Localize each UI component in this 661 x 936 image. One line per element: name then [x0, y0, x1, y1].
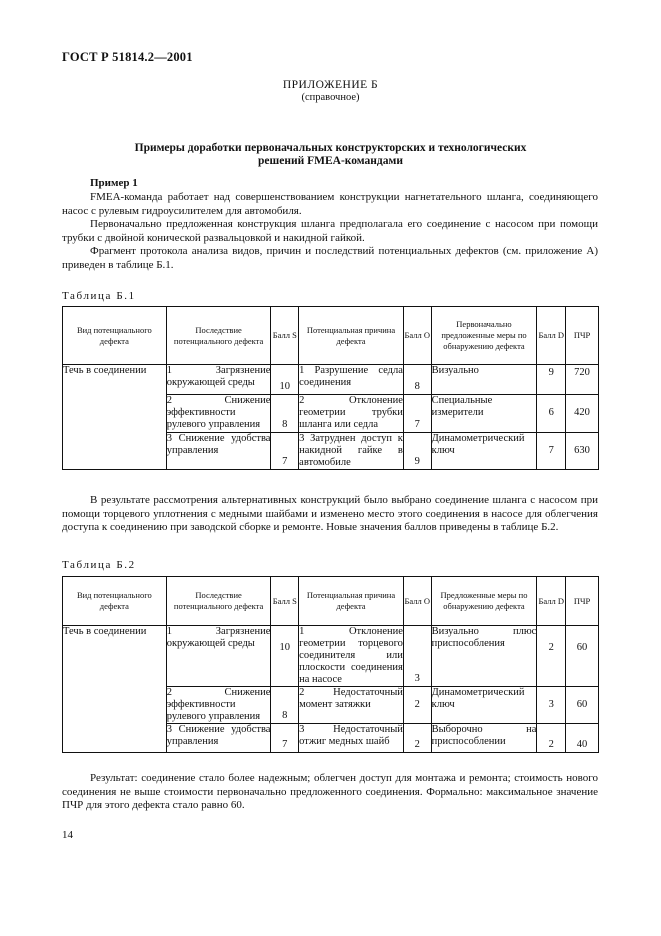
table2-header: Потенциальная причина дефекта: [299, 577, 404, 626]
cause-cell: 3 Затруднен доступ к накидной гайке в автомобиле: [299, 433, 403, 468]
effect-cell: 2 Снижение эффективности рулевого управления: [166, 687, 271, 722]
table2-header: Балл S: [271, 577, 299, 626]
rpn-cell: 630: [566, 433, 599, 470]
rpn-cell: 40: [566, 724, 599, 753]
cause-cell: 3 Недостаточный отжиг медных шайб: [299, 724, 404, 753]
score-o-cell: 2: [403, 724, 431, 753]
score-s-cell: 8: [271, 395, 299, 433]
table-b1: [62, 306, 599, 470]
cause-cell: 2 Недостаточный момент затяжки: [299, 687, 404, 724]
table2-header: Предложенные меры по обнаружению дефекта: [431, 577, 537, 626]
score-d-cell: 3: [537, 687, 566, 724]
table1-header: Балл D: [537, 307, 566, 365]
result-paragraph: Результат: соединение стало более надежным; облегчен доступ для монтажа и ремонта; стоимость нового соединения не выше стоимости первоначально предложенного соединения. Формально: максимальное значение ПЧР для этого дефекта стало равно 60.: [62, 772, 598, 811]
cause-cell: 1 Отклонение геометрии торцевого соединителя или плоскости соединения на насосе: [299, 626, 403, 685]
score-d-cell: 7: [537, 433, 566, 470]
score-o-cell: 8: [403, 365, 431, 395]
score-o-cell: 3: [403, 626, 431, 687]
score-s-cell: 7: [271, 433, 299, 470]
effect-cell: 3 Снижение удобства управления: [166, 433, 271, 470]
example-paragraph-3: Фрагмент протокола анализа видов, причин и последствий потенциальных дефектов (см. приложение А) приведен в таблице Б.1.: [62, 245, 598, 271]
table1-header: Балл O: [403, 307, 431, 365]
table-row: [63, 365, 599, 395]
rpn-cell: 60: [566, 687, 599, 724]
standard-header: ГОСТ Р 51814.2—2001: [62, 50, 193, 64]
table1-header: Потенциальная причина дефекта: [299, 307, 404, 365]
table2-header: ПЧР: [566, 577, 599, 626]
rpn-cell: 420: [566, 395, 599, 433]
score-d-cell: 6: [537, 395, 566, 433]
table2-header: Балл O: [403, 577, 431, 626]
effect-cell: 1 Загрязнение окружающей среды: [166, 626, 271, 687]
score-s-cell: 10: [271, 365, 299, 395]
middle-paragraph: В результате рассмотрения альтернативных конструкций было выбрано соединение шланга с насосом при помощи торцевого уплотнения с медными шайбами и изменено место этого соединения в насосе для облегчения доступа к соединению при заводской сборке и ремонте. Новые значения баллов приведены в таблице Б.2.: [62, 494, 598, 533]
cause-cell: 2 Отклонение геометрии трубки шланга или седла: [299, 395, 404, 433]
cause-cell: 1 Разрушение седла соединения: [299, 365, 404, 395]
table1-header: ПЧР: [566, 307, 599, 365]
table1-header: Первоначально предложенные меры по обнаружению дефекта: [431, 307, 537, 365]
table2-header-row: [63, 577, 599, 626]
example-paragraph-2: Первоначально предложенная конструкция шланга предполагала его соединение с насосом при помощи трубки с двойной конической развальцовкой и накидной гайкой.: [62, 218, 598, 244]
page-number: 14: [62, 829, 73, 841]
table2-header: Вид потенциального дефекта: [63, 577, 167, 626]
score-d-cell: 9: [537, 365, 566, 395]
measure-cell: Динамометрический ключ: [431, 433, 537, 470]
score-o-cell: 2: [403, 687, 431, 724]
rpn-cell: 60: [566, 626, 599, 687]
score-o-cell: 7: [403, 395, 431, 433]
table1-header: Вид потенциального дефекта: [63, 307, 167, 365]
effect-cell: 1 Загрязнение окружающей среды: [166, 365, 271, 395]
table2-header: Балл D: [537, 577, 566, 626]
effect-cell: 3 Снижение удобства управления: [166, 724, 271, 753]
measure-cell: Выборочно на приспособлении: [431, 724, 537, 753]
section-title-line2: решений FMEA-командами: [258, 155, 403, 167]
table-b2: [62, 576, 599, 753]
effect-cell: 2 Снижение эффективности рулевого управления: [166, 395, 271, 433]
score-o-cell: 9: [403, 433, 431, 470]
section-title-line1: Примеры доработки первоначальных конструкторских и технологических: [134, 142, 527, 154]
measure-cell: Специальные измерители: [431, 395, 537, 433]
score-d-cell: 2: [537, 626, 566, 687]
appendix-subtitle: (справочное): [301, 92, 360, 103]
measure-cell: Визуально: [431, 365, 537, 395]
table1-header: Балл S: [271, 307, 299, 365]
score-s-cell: 7: [271, 724, 299, 753]
score-d-cell: 2: [537, 724, 566, 753]
rpn-cell: 720: [566, 365, 599, 395]
section-title: [80, 142, 581, 168]
score-s-cell: 10: [271, 626, 299, 687]
table1-header-row: [63, 307, 599, 365]
defect-cell: Течь в соединении: [63, 626, 167, 753]
table1-caption: Таблица Б.1: [62, 290, 136, 302]
measure-cell: Динамометрический ключ: [431, 687, 537, 724]
example-heading: Пример 1: [90, 177, 138, 189]
example-paragraph-1: FMEA-команда работает над совершенствованием конструкции нагнетательного шланга, соединяющего насос с рулевым гидроусилителем для автомобиля.: [62, 191, 598, 217]
table-row: [63, 626, 599, 687]
measure-cell: Визуально плюс приспособления: [431, 626, 537, 687]
table2-header: Последствие потенциального дефекта: [166, 577, 271, 626]
appendix-title: ПРИЛОЖЕНИЕ Б: [282, 79, 379, 91]
table2-caption: Таблица Б.2: [62, 559, 136, 571]
table1-header: Последствие потенциального дефекта: [166, 307, 271, 365]
score-s-cell: 8: [271, 687, 299, 724]
defect-cell: Течь в соединении: [63, 365, 167, 470]
